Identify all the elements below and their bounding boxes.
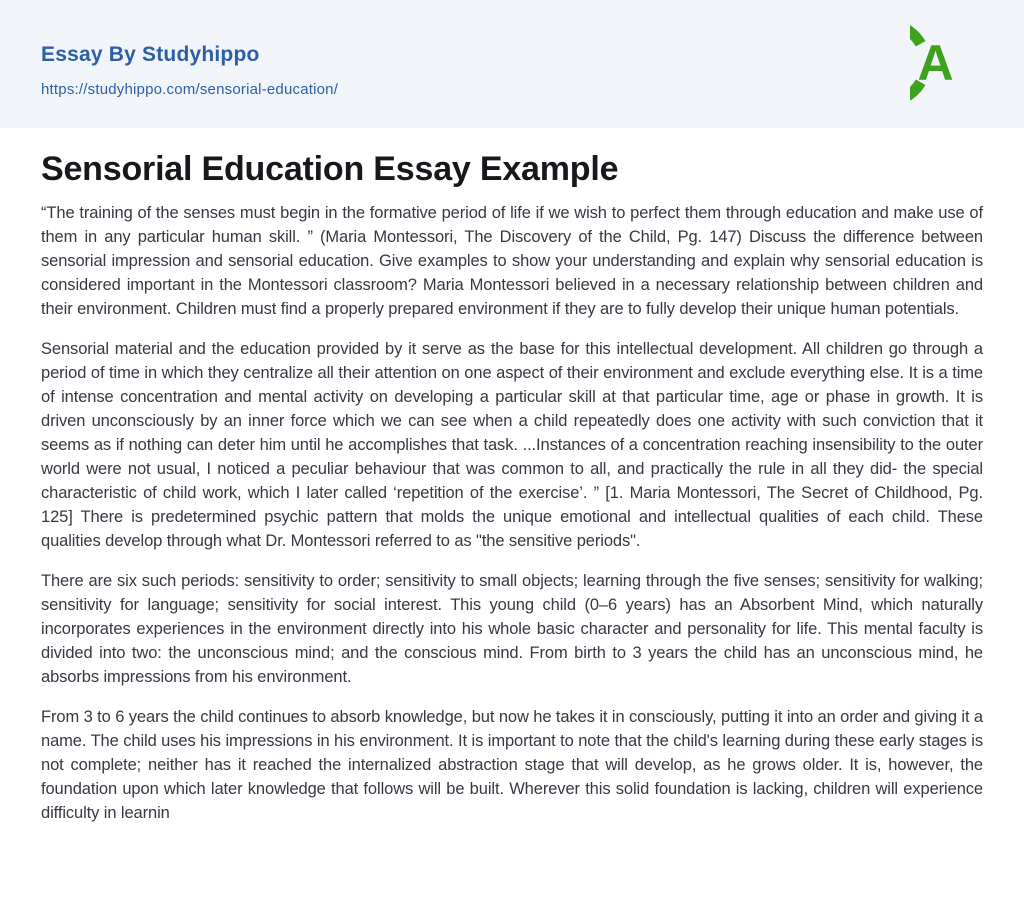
essay-url-link[interactable]: https://studyhippo.com/sensorial-education/ [41,81,339,99]
essay-paragraph-4: From 3 to 6 years the child continues to absorb knowledge, but now he takes it in consciously, putting it into an order and giving it a name. The child uses his impressions in his environment. It is important to note that the child's learning during these early stages is not complete; neither has it reached the internalized abstraction stage that will develop, as he grows older. It is, however, the foundation upon which later knowledge that follows will be built. Wherever this solid foundation is lacking, children will experience difficulty in learnin [41,707,983,822]
page-header [0,0,1024,128]
essay-content [0,149,1024,825]
essay-paragraph-3: There are six such periods: sensitivity to order; sensitivity to small objects; learning through the five senses; sensitivity for walking; sensitivity for language; sensitivity for social interest. This young child (0–6 years) has an Absorbent Mind, which naturally incorporates experiences in the environment directly into his whole basic character and personality for life. This mental faculty is divided into two: the unconscious mind; and the conscious mind. From birth to 3 years the child has an unconscious mind, he absorbs impressions from his environment. [41,571,983,686]
site-title: Essay By Studyhippo [41,43,260,66]
essay-title: Sensorial Education Essay Example [41,150,619,188]
studyhippo-logo [910,19,998,107]
essay-paragraph-2: Sensorial material and the education provided by it serve as the base for this intellectual development. All children go through a period of time in which they centralize all their attention on one aspect of their environment and exclude everything else. It is a time of intense concentration and mental activity on developing a particular skill at that particular time, age or phase in growth. It is driven unconsciously by an inner force which we can see when a child repeatedly does one activity with such conviction that it seems as if nothing can deter him until he accomplishes that task. ...Instances of a concentration reaching insensibility to the outer world were not usual, I noticed a peculiar behaviour that was common to all, and practically the rule in all they did- the special characteristic of child work, which I later called ‘repetition of the exercise’. ” [1. Maria Montessori, The Secret of Childhood, Pg. 125] There is predetermined psychic pattern that molds the unique emotional and intellectual qualities of each child. These qualities develop through what Dr. Montessori referred to as "the sensitive periods". [41,339,983,550]
studyhippo-logo-icon [910,19,998,107]
essay-paragraph-1: “The training of the senses must begin in the formative period of life if we wish to perfect them through education and make use of them in any particular human skill. ” (Maria Montessori, The Discovery of the Child, Pg. 147) Discuss the difference between sensorial impression and sensorial education. Give examples to show your understanding and explain why sensorial education is considered important in the Montessori classroom? Maria Montessori believed in a necessary relationship between children and their environment. Children must find a properly prepared environment if they are to fully develop their unique human potentials. [41,203,983,318]
logo-letter: A [917,35,954,91]
